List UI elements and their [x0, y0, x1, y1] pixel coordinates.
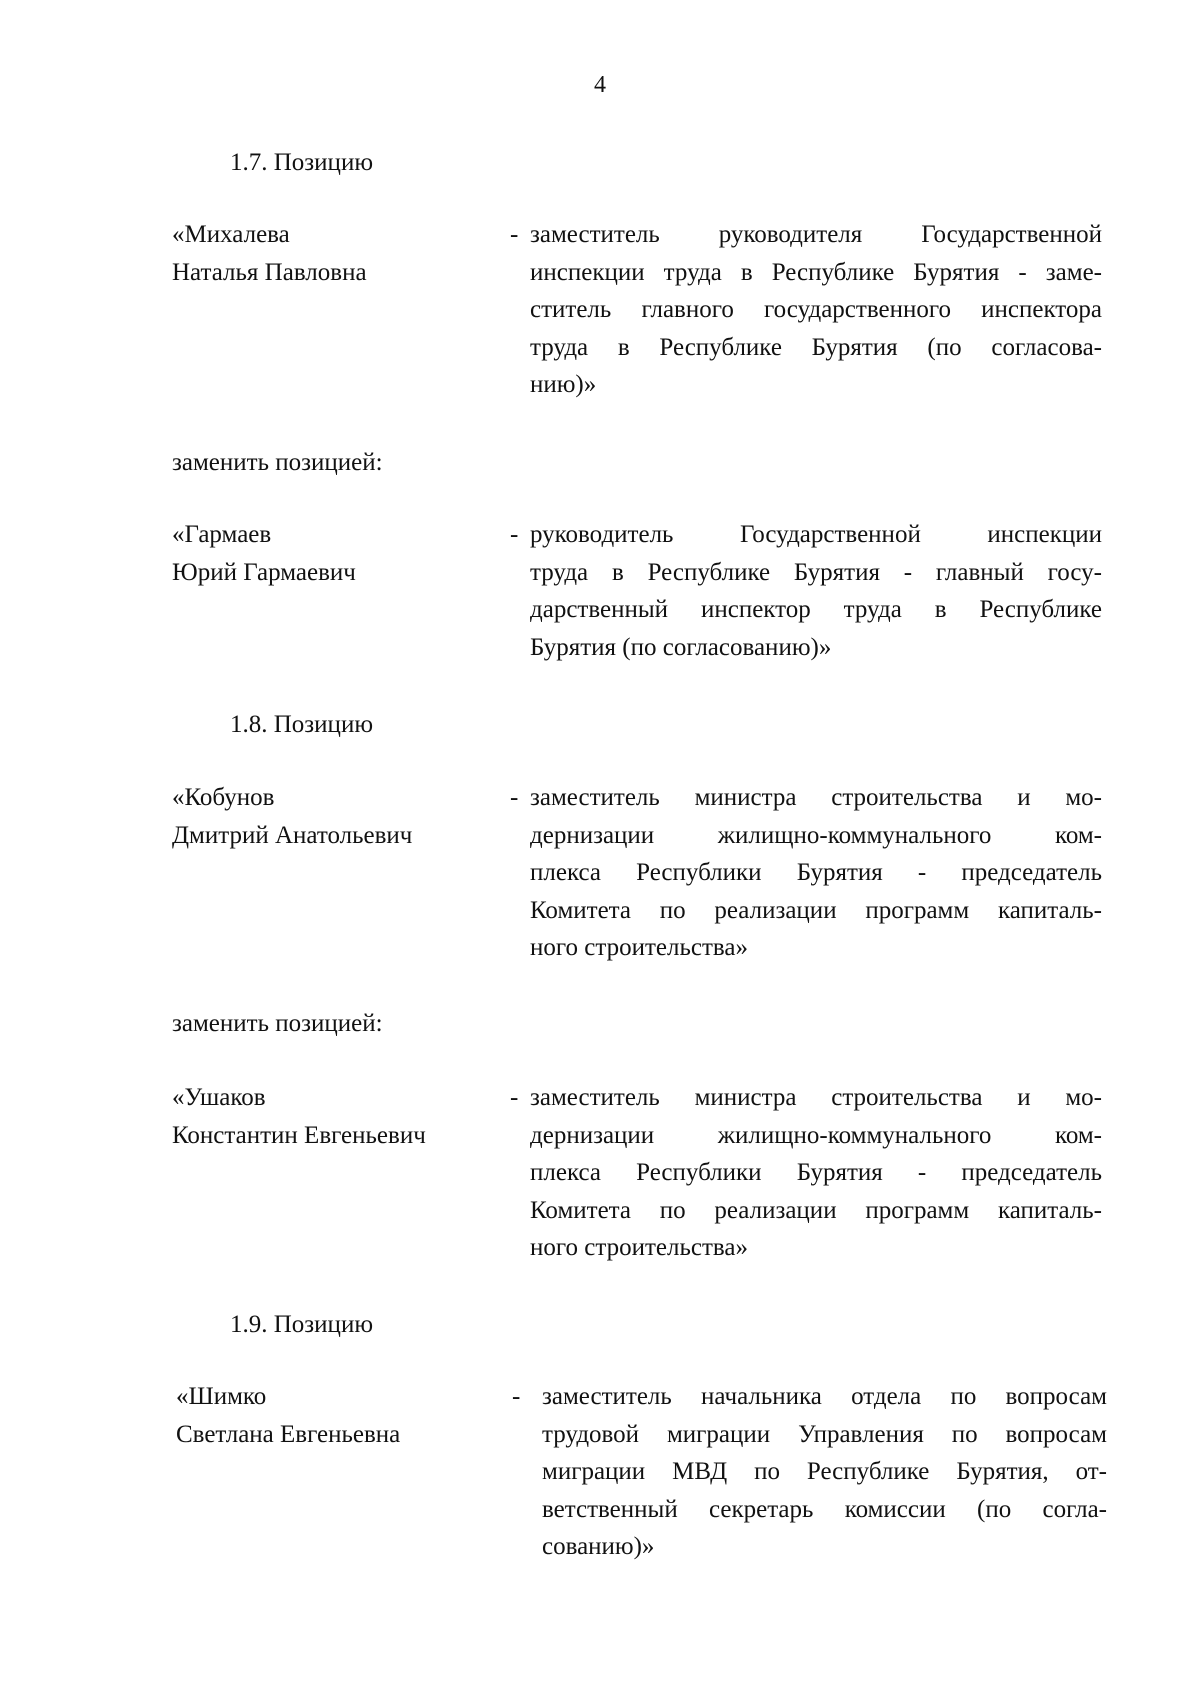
- position-description: заместитель руководителя Государственной инспекции труда в Республике Бурятия - заме- ститель главного государственного инспектора труда в Республике Бурятия (по согласова- нию)»: [530, 221, 1102, 398]
- entry-dash: -: [510, 221, 519, 248]
- person-name: «Михалева Наталья Павловна: [172, 221, 367, 286]
- section-heading-1-7: 1.7. Позицию: [230, 149, 373, 176]
- position-description: заместитель начальника отдела по вопросам трудовой миграции Управления по вопросам миграции МВД по Республике Бурятия, от- ветственный секретарь комиссии (по согла- сованию)»: [542, 1383, 1107, 1560]
- person-name: «Шимко Светлана Евгеньевна: [176, 1383, 401, 1448]
- replace-label: заменить позицией:: [172, 449, 383, 476]
- entry-dash: -: [510, 521, 519, 548]
- entry-dash: -: [512, 1383, 521, 1410]
- position-description: заместитель министра строительства и мо- дернизации жилищно-коммунального ком- плекса Республики Бурятия - председатель Комитета по реализации программ капиталь- ного строительства»: [530, 1084, 1102, 1261]
- entry-dash: -: [510, 1084, 519, 1111]
- replace-label: заменить позицией:: [172, 1010, 383, 1037]
- page-number: 4: [594, 72, 606, 98]
- section-heading-1-8: 1.8. Позицию: [230, 711, 373, 738]
- person-name: «Ушаков Константин Евгеньевич: [172, 1084, 426, 1149]
- person-name: «Гармаев Юрий Гармаевич: [172, 521, 356, 586]
- person-name: «Кобунов Дмитрий Анатольевич: [172, 784, 413, 849]
- position-description: заместитель министра строительства и мо- дернизации жилищно-коммунального ком- плекса Республики Бурятия - председатель Комитета по реализации программ капиталь- ного строительства»: [530, 784, 1102, 961]
- section-heading-1-9: 1.9. Позицию: [230, 1311, 373, 1338]
- entry-dash: -: [510, 784, 519, 811]
- position-description: руководитель Государственной инспекции труда в Республике Бурятия - главный госу- дарственный инспектор труда в Республике Бурятия (по согласованию)»: [530, 521, 1102, 661]
